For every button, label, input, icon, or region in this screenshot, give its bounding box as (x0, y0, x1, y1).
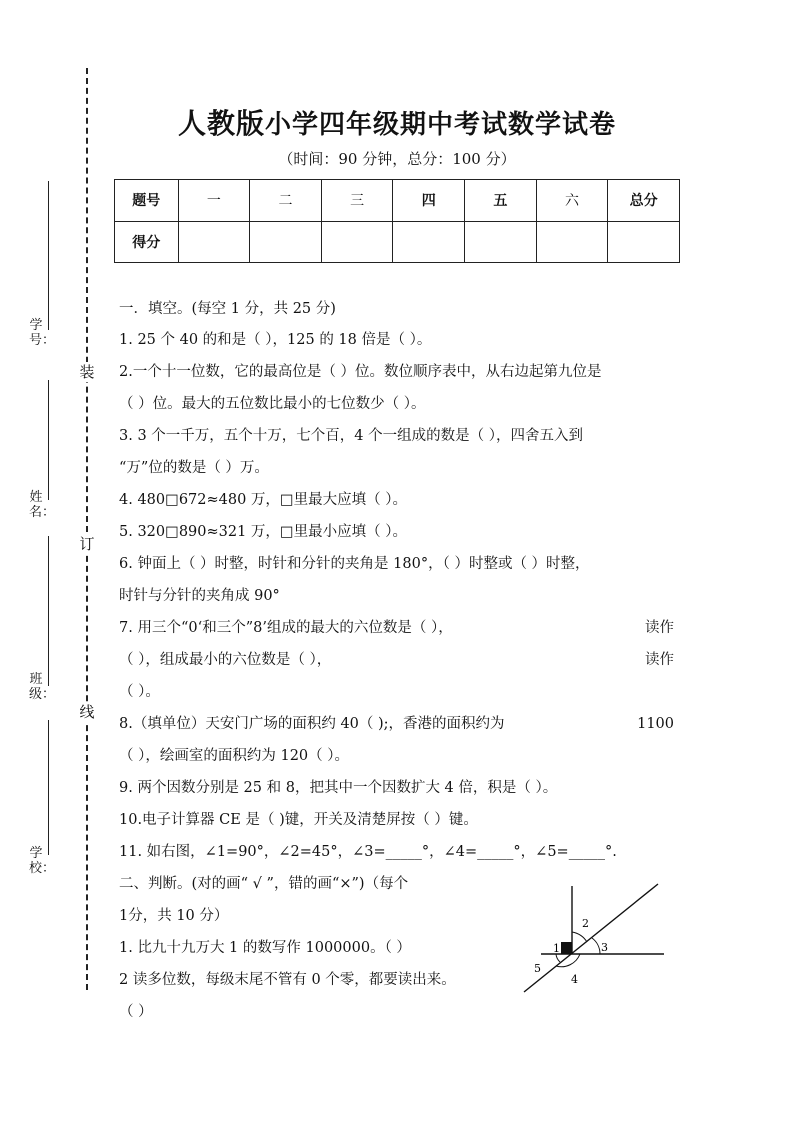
score-table-header-row (115, 180, 680, 222)
binding-char-zhuang: 装 (79, 363, 95, 381)
student-id-line (48, 181, 49, 330)
binding-char-ding: 订 (79, 535, 95, 553)
exam-title (0, 102, 794, 142)
binding-dashed-line (86, 68, 88, 990)
angle-diagram (516, 880, 666, 1000)
class-line (48, 536, 49, 686)
question-4: 4. 480□672≈480 万，□里最大应填（ ）。 (119, 492, 407, 508)
judgement-1: 1. 比九十九万大 1 的数写作 1000000。（ ） (119, 940, 411, 956)
binding-char-xian: 线 (79, 703, 95, 721)
question-7-line3: （ ）。 (119, 684, 160, 700)
question-7-line2-text: （ ），组成最小的六位数是（ ）， (119, 652, 332, 668)
diagonal-line (524, 884, 658, 992)
score-cell-header: 题号 (115, 180, 179, 222)
angle-5-arc (556, 954, 560, 962)
score-cell-header: 五 (465, 180, 537, 222)
score-cell-header: 总分 (608, 180, 680, 222)
score-table-score-row (115, 221, 680, 263)
score-cell-empty[interactable] (465, 221, 537, 263)
score-cell-empty[interactable] (536, 221, 608, 263)
class-label: 班级： (29, 672, 56, 702)
score-cell-empty[interactable] (608, 221, 680, 263)
section2-heading-line2: 1分，共 10 分） (119, 908, 229, 924)
question-7-line2 (119, 650, 674, 670)
question-8-line1 (119, 714, 674, 734)
question-2-line1: 2.一个十一位数，它的最高位是（ ）位。数位顺序表中，从右边起第九位是 (119, 364, 602, 380)
question-8-line1-end: 1100 (637, 716, 674, 732)
question-5: 5. 320□890≈321 万，□里最小应填（ ）。 (119, 524, 407, 540)
angle-3-arc (592, 938, 600, 954)
question-2-line2: （ ）位。最大的五位数比最小的七位数少（ ）。 (119, 396, 426, 412)
score-cell-header: 六 (536, 180, 608, 222)
score-cell-empty[interactable] (178, 221, 250, 263)
question-8-line1-text: 8.（填单位）天安门广场的面积约 40（ );，香港的面积约为 (119, 716, 505, 732)
question-6-line2: 时针与分针的夹角成 90° (119, 588, 280, 604)
title-publisher: 人教版 (177, 107, 265, 140)
angle-label-3: 3 (601, 941, 608, 954)
question-10: 10.电子计算器 CE 是（ )键，开关及清楚屏按（ ）键。 (119, 812, 478, 828)
judgement-2-blank: （ ） (119, 1004, 153, 1020)
name-line (48, 380, 49, 500)
school-line (48, 720, 49, 855)
question-3-line2: “万”位的数是（ ）万。 (119, 460, 269, 476)
question-7-line1-text: 7. 用三个“0‘和三个”8’组成的最大的六位数是（ ）， (119, 620, 453, 636)
score-table (114, 179, 680, 263)
judgement-2: 2 读多位数，每级末尾不管有 0 个零，都要读出来。 (119, 972, 456, 988)
question-8-line2: （ ），绘画室的面积约为 120（ ）。 (119, 748, 350, 764)
question-3-line1: 3. 3 个一千万，五个十万，七个百，4 个一组成的数是（ ），四舍五入到 (119, 428, 583, 444)
angle-label-2: 2 (582, 917, 589, 930)
question-1: 1. 25 个 40 的和是（ ），125 的 18 倍是（ ）。 (119, 332, 432, 348)
name-label: 姓名： (29, 490, 56, 520)
angle-label-4: 4 (571, 973, 578, 986)
score-cell-header: 四 (393, 180, 465, 222)
angle-2-arc (572, 932, 587, 942)
school-label: 学校： (29, 846, 56, 876)
question-7-line1 (119, 618, 674, 638)
score-cell-header: 三 (321, 180, 393, 222)
score-cell-empty[interactable] (321, 221, 393, 263)
score-cell-empty[interactable] (250, 221, 322, 263)
score-cell-header: 一 (178, 180, 250, 222)
question-9: 9. 两个因数分别是 25 和 8，把其中一个因数扩大 4 倍，积是（ ）。 (119, 780, 558, 796)
question-7-line1-end: 读作 (645, 620, 674, 636)
score-cell-header: 二 (250, 180, 322, 222)
exam-subtitle: （时间：90 分钟，总分：100 分） (278, 150, 516, 168)
angle-label-1: 1 (553, 942, 560, 955)
question-6-line1: 6. 钟面上（ ）时整，时针和分针的夹角是 180°，（ ）时整或（ ）时整， (119, 556, 590, 572)
score-row-label: 得分 (115, 221, 179, 263)
right-angle-mark (561, 942, 572, 954)
angle-label-5: 5 (534, 962, 541, 975)
title-main: 小学四年级期中考试数学试卷 (265, 110, 617, 140)
question-7-line2-end: 读作 (645, 652, 674, 668)
question-11: 11. 如右图，∠1=90°，∠2=45°，∠3=_____°，∠4=_____°，∠5=_____°. (119, 844, 617, 860)
student-id-label: 学号： (29, 318, 56, 348)
section2-heading-line1: 二、判断。(对的画“ √ ”，错的画“×”)（每个 (119, 876, 409, 892)
section1-heading: 一．填空。(每空 1 分，共 25 分) (119, 301, 336, 317)
score-cell-empty[interactable] (393, 221, 465, 263)
